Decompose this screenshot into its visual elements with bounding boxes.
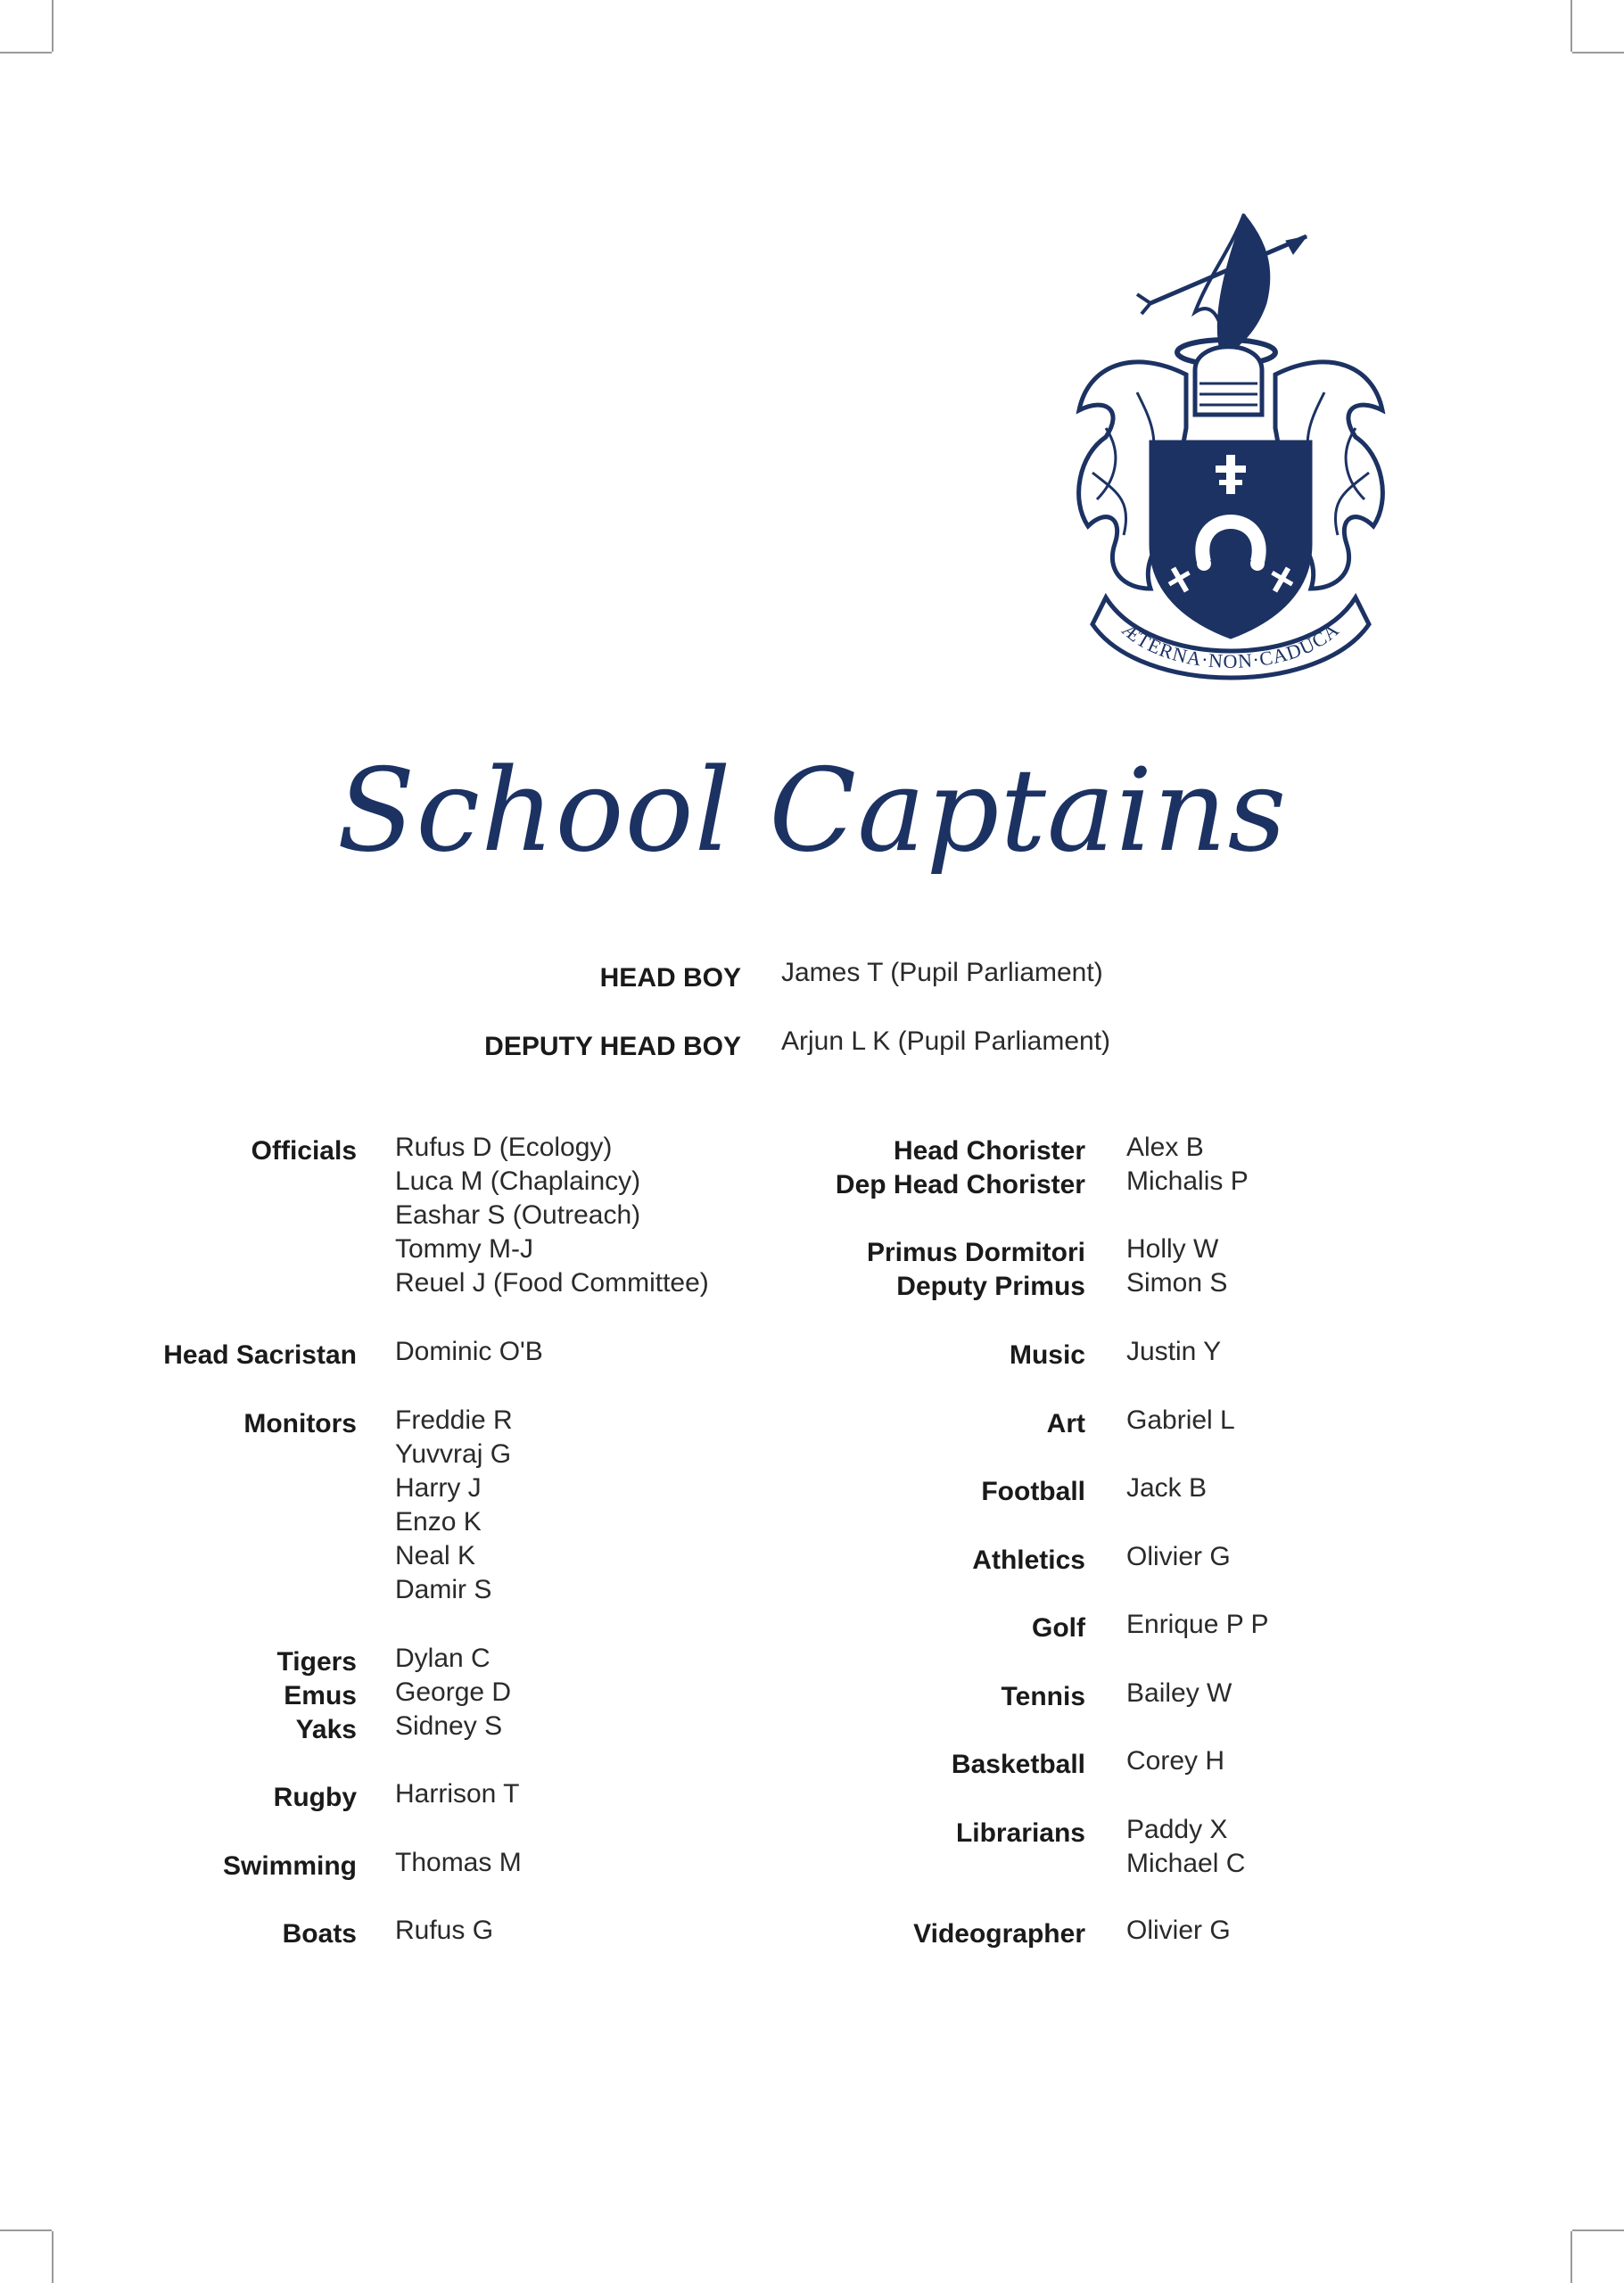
left-role-label: Rugby [273,1783,357,1812]
right-role-label: Football [981,1477,1085,1506]
head-boy-value: James T (Pupil Parliament) [781,958,1103,987]
left-role-label: Monitors [243,1409,357,1438]
left-role-value: Harry J [395,1473,482,1503]
right-role-values [1126,1232,1218,1266]
crop-mark [1570,2231,1572,2283]
crop-mark [0,2229,52,2231]
right-role-values [1126,1266,1227,1300]
right-role-value: Bailey W [1126,1678,1232,1708]
crop-mark [1572,52,1624,54]
left-role-values [395,1777,519,1811]
left-role-label: Boats [282,1919,357,1949]
left-role-label: Swimming [222,1851,357,1881]
right-role-label: Head Chorister [893,1136,1085,1166]
left-role-label: Tigers [276,1647,357,1677]
right-role-values [1126,1471,1207,1505]
left-role-values [395,1404,513,1607]
right-role-label: Golf [1032,1613,1085,1643]
left-role-value: Rufus G [395,1916,494,1945]
deputy-head-boy-label: DEPUTY HEAD BOY [484,1032,741,1061]
right-role-label: Deputy Primus [896,1272,1085,1301]
crop-mark [1570,0,1572,52]
deputy-head-boy-value: Arjun L K (Pupil Parliament) [781,1026,1111,1056]
right-role-values [1126,1540,1231,1574]
right-role-value: Holly W [1126,1234,1219,1264]
page-title: School Captains [336,745,1288,878]
left-role-value: Eashar S (Outreach) [395,1200,641,1230]
right-role-values [1126,1744,1224,1778]
right-role-label: Videographer [913,1919,1085,1949]
right-role-value: Gabriel L [1126,1405,1235,1435]
left-role-label: Yaks [295,1715,357,1744]
right-role-value: Michael C [1126,1849,1246,1878]
right-role-value: Olivier G [1126,1916,1231,1945]
right-role-values [1126,1404,1235,1438]
left-role-value: Reuel J (Food Committee) [395,1268,709,1298]
crop-mark [52,2231,54,2283]
left-role-value: Enzo K [395,1507,482,1537]
left-role-value: Rufus D (Ecology) [395,1133,613,1162]
right-role-value: Jack B [1126,1473,1208,1503]
right-role-label: Tennis [1001,1682,1085,1711]
right-role-value: Justin Y [1126,1337,1222,1366]
left-role-label: Officials [251,1136,357,1166]
left-role-value: Freddie R [395,1405,513,1435]
left-role-value: Neal K [395,1541,476,1570]
left-role-value: Tommy M-J [395,1234,533,1264]
right-role-values [1126,1677,1232,1710]
right-role-values [1126,1914,1231,1948]
left-role-values [395,1335,543,1369]
left-role-value: Yuvvraj G [395,1439,512,1469]
crop-mark [0,52,52,54]
crest-motto: ÆTERNA·NON·CADUCA [1117,617,1344,672]
right-role-label: Basketball [951,1750,1085,1779]
left-role-value: Damir S [395,1575,492,1604]
right-role-value: Olivier G [1126,1542,1231,1571]
right-role-value: Michalis P [1126,1166,1249,1196]
right-role-values [1126,1165,1249,1199]
right-role-label: Dep Head Chorister [835,1170,1085,1199]
right-role-value: Simon S [1126,1268,1228,1298]
right-role-value: Alex B [1126,1133,1204,1162]
left-role-value: Sidney S [395,1711,503,1741]
right-role-values [1126,1813,1245,1881]
left-role-values [395,1642,490,1676]
school-crest-icon [1052,205,1409,687]
crop-mark [1572,2229,1624,2231]
left-role-value: Luca M (Chaplaincy) [395,1166,641,1196]
crop-mark [52,0,54,52]
left-role-value: Thomas M [395,1848,522,1877]
right-role-label: Art [1046,1409,1085,1438]
left-role-values [395,1846,522,1880]
right-role-label: Librarians [955,1818,1085,1848]
left-role-value: Harrison T [395,1779,520,1809]
right-role-label: Music [1009,1340,1085,1370]
left-role-values [395,1676,511,1710]
right-role-label: Primus Dormitori [866,1238,1085,1267]
left-role-value: Dylan C [395,1644,490,1673]
head-boy-label: HEAD BOY [599,963,741,993]
right-role-value: Paddy X [1126,1815,1228,1844]
left-role-label: Emus [284,1681,357,1710]
right-role-value: Corey H [1126,1746,1225,1776]
right-role-values [1126,1608,1269,1642]
left-role-values [395,1131,709,1300]
left-role-value: Dominic O'B [395,1337,543,1366]
left-role-value: George D [395,1677,512,1707]
right-role-value: Enrique P P [1126,1610,1269,1639]
right-role-values [1126,1131,1204,1165]
right-role-label: Athletics [972,1545,1085,1575]
left-role-values [395,1710,502,1743]
right-role-values [1126,1335,1221,1369]
left-role-label: Head Sacristan [163,1340,357,1370]
left-role-values [395,1914,493,1948]
